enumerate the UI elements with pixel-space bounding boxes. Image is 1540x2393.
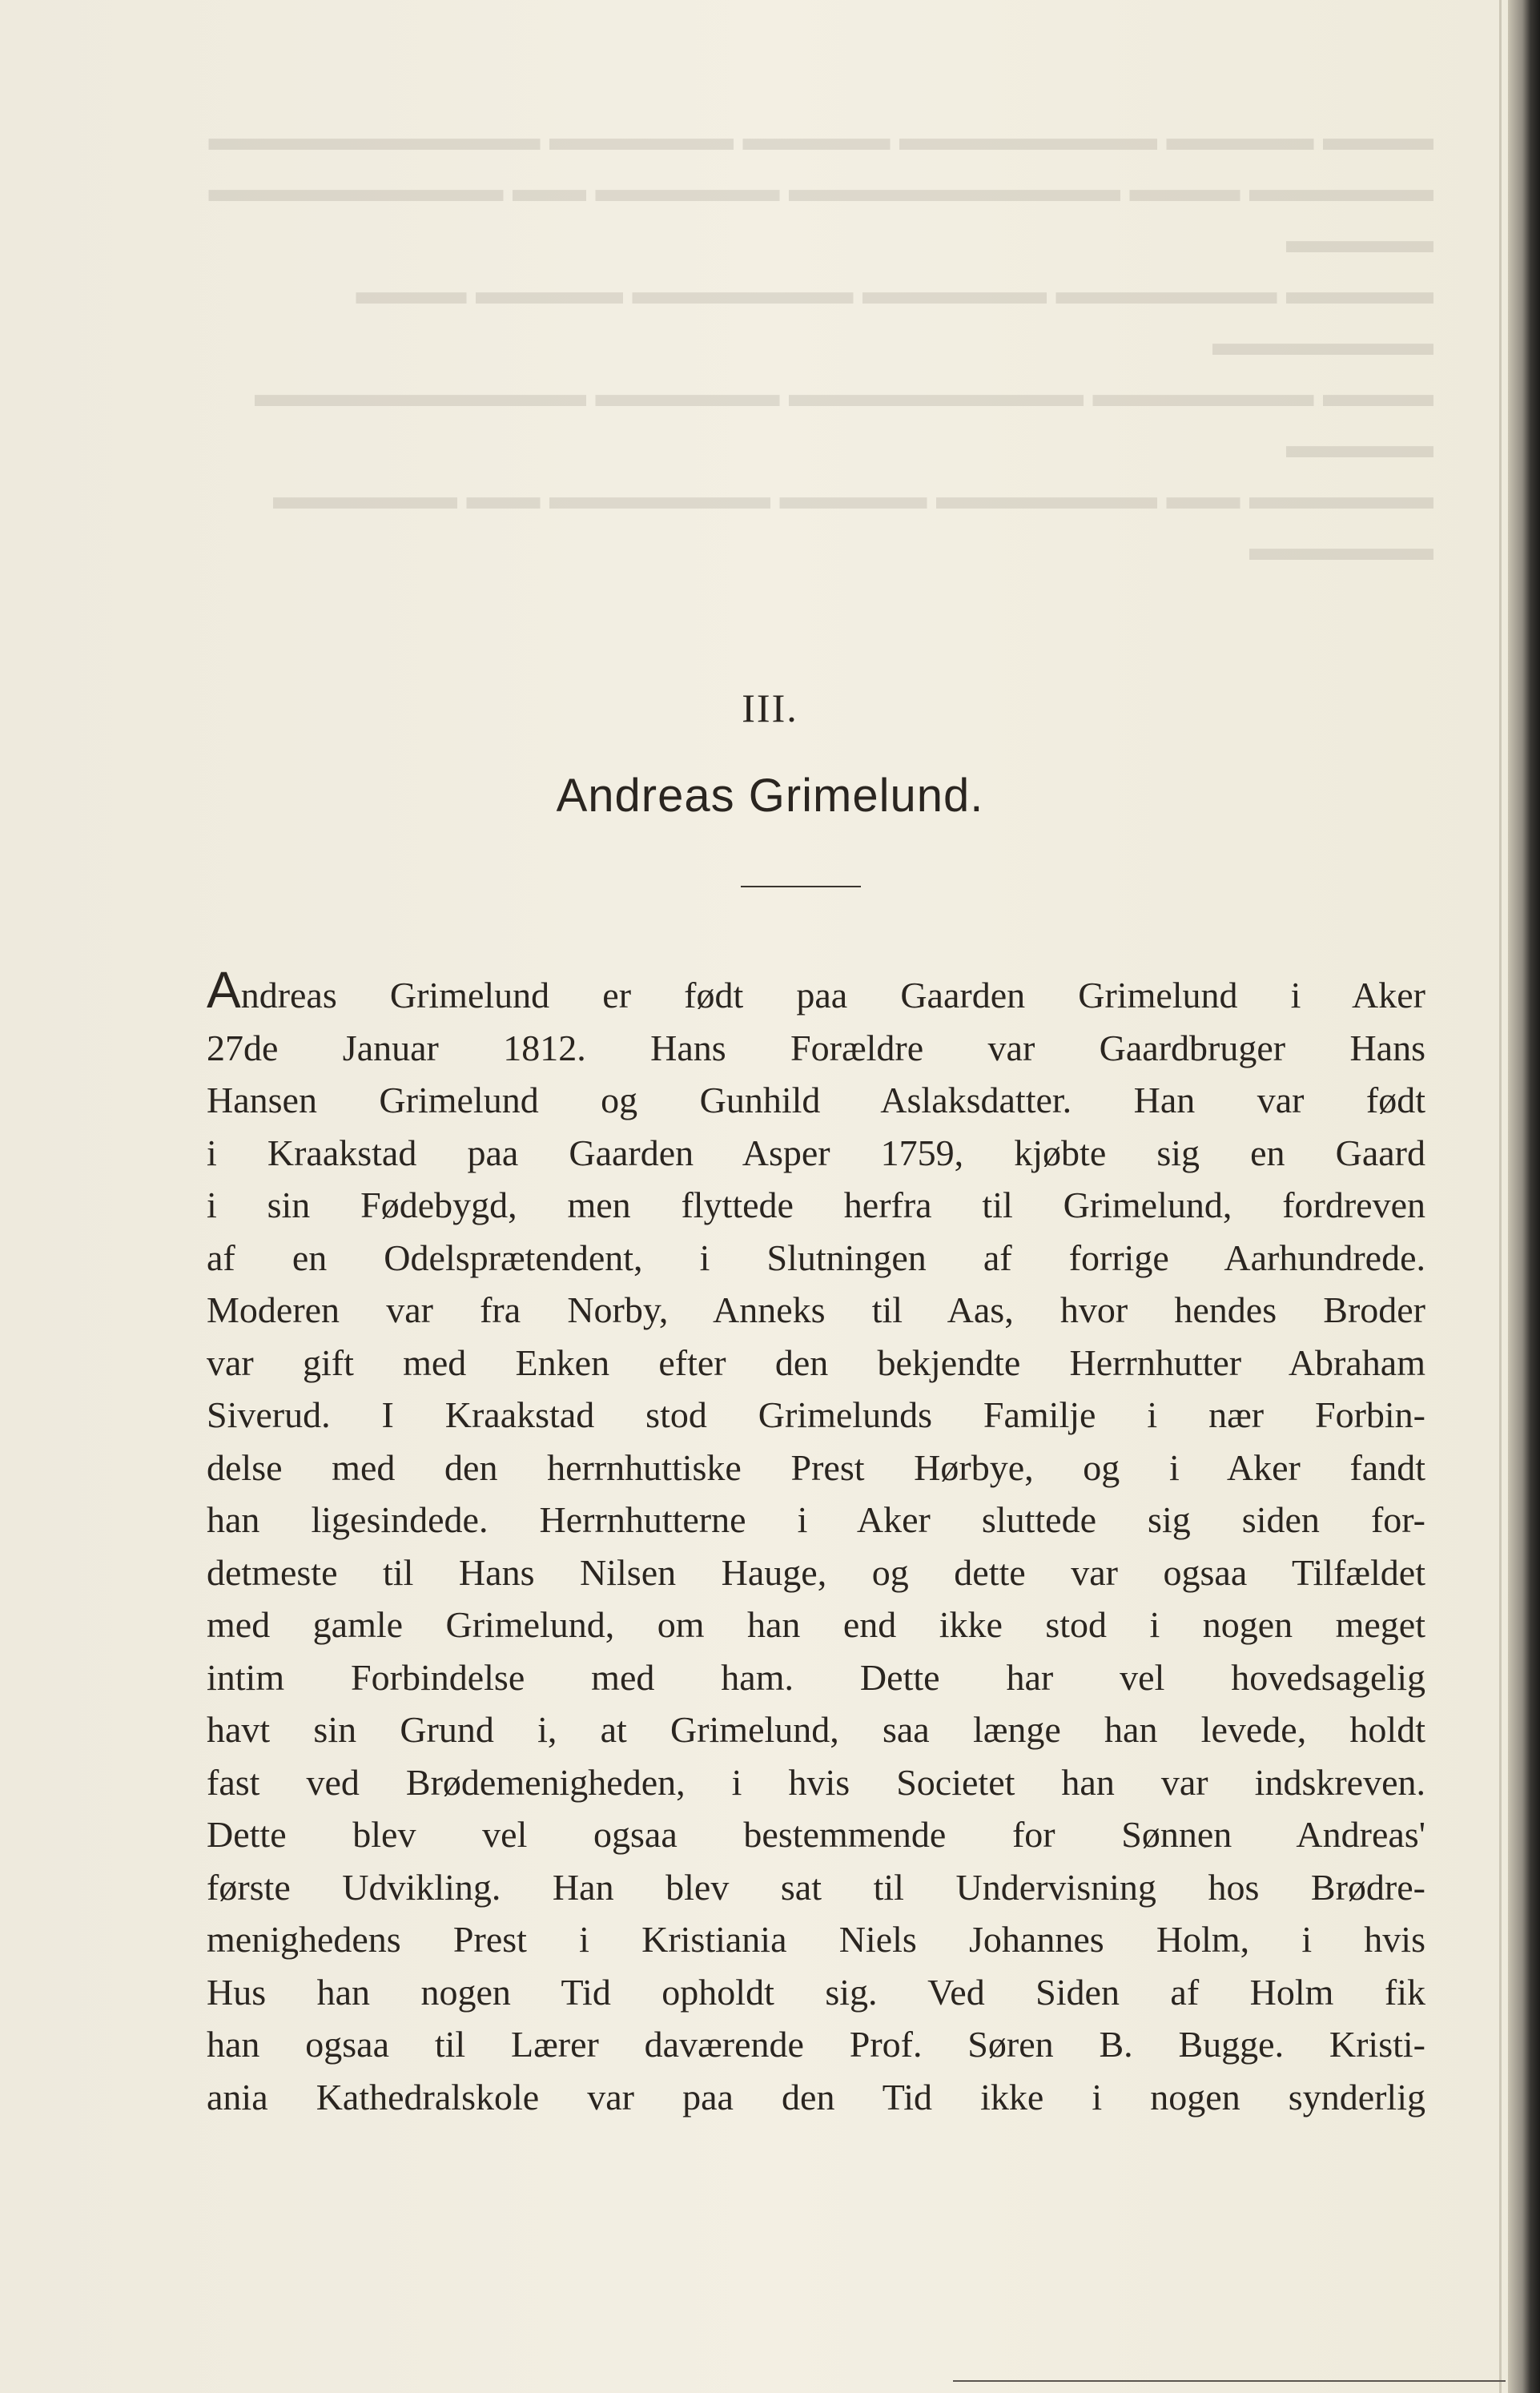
text-line: Moderen var fra Norby, Anneks til Aas, hvor hendes Broder: [207, 1289, 1425, 1330]
text-line: [207, 961, 1425, 1022]
text-line: i sin Fødebygd, men flyttede herfra til Grimelund, fordreven: [207, 1184, 1425, 1225]
text-line: Dette blev vel ogsaa bestemmende for Sønnen Andreas': [207, 1814, 1425, 1855]
text-line: første Udvikling. Han blev sat til Undervisning hos Brødre-: [207, 1866, 1425, 1908]
text-line: fast ved Brødemenigheden, i hvis Societet han var indskreven.: [207, 1761, 1425, 1803]
drop-cap: A: [207, 961, 241, 1019]
title-rule: [741, 886, 861, 887]
text-line: Hus han nogen Tid opholdt sig. Ved Siden af Holm fik: [207, 1971, 1425, 2013]
bottom-edge-mark: [953, 2380, 1506, 2382]
book-spine-edge: [1508, 0, 1540, 2393]
text-line: med gamle Grimelund, om han end ikke stod i nogen meget: [207, 1604, 1425, 1645]
text-line: i Kraakstad paa Gaarden Asper 1759, kjøbte sig en Gaard: [207, 1132, 1425, 1173]
text-line: 27de Januar 1812. Hans Forældre var Gaardbruger Hans: [207, 1027, 1425, 1068]
text-line: han ogsaa til Lærer daværende Prof. Søren B. Bugge. Kristi-: [207, 2024, 1425, 2065]
text-line: af en Odelsprætendent, i Slutningen af forrige Aarhundrede.: [207, 1237, 1425, 1278]
text-line: delse med den herrnhuttiske Prest Hørbye, og i Aker fandt: [207, 1446, 1425, 1488]
text-line: detmeste til Hans Nilsen Hauge, og dette var ogsaa Tilfældet: [207, 1551, 1425, 1593]
text-line: var gift med Enken efter den bekjendte Herrnhutter Abraham: [207, 1341, 1425, 1383]
text-line: havt sin Grund i, at Grimelund, saa længe han levede, holdt: [207, 1709, 1425, 1750]
bleed-through-texture: ▬▬▬ ▬▬▬▬ ▬▬▬▬▬▬▬ ▬▬▬▬ ▬▬▬▬▬ ▬▬▬▬▬▬▬▬▬ ▬▬▬▬▬ ▬▬▬ ▬▬▬▬▬▬▬▬▬ ▬▬▬▬▬ ▬▬ ▬▬▬▬▬▬▬▬ ▬▬▬▬ ▬▬▬▬ ▬▬▬▬▬▬ ▬▬▬▬▬ ▬▬▬▬▬▬ ▬▬▬▬ ▬▬▬ ▬▬▬▬▬▬ ▬▬▬ ▬▬▬▬▬▬ ▬▬▬▬▬▬▬▬ ▬▬▬▬▬ ▬▬▬▬▬▬▬▬▬ ▬▬▬▬ ▬▬▬▬▬ ▬▬ ▬▬▬▬▬▬ ▬▬▬▬ ▬▬▬▬▬▬ ▬▬ ▬▬▬▬▬ ▬▬▬▬▬: [208, 117, 1433, 561]
body-paragraph: [207, 961, 1425, 2123]
text-line: intim Forbindelse med ham. Dette har vel hovedsagelig: [207, 1656, 1425, 1698]
text-line-content: ndreas Grimelund er født paa Gaarden Grimelund i Aker: [240, 975, 1425, 1016]
text-line: Hansen Grimelund og Gunhild Aslaksdatter. Han var født: [207, 1080, 1425, 1120]
text-line: ania Kathedralskole var paa den Tid ikke i nogen synderlig: [207, 2076, 1425, 2118]
gutter-line: [1499, 0, 1502, 2393]
text-line: Siverud. I Kraakstad stod Grimelunds Familje i nær Forbin-: [207, 1394, 1425, 1435]
chapter-title: Andreas Grimelund.: [556, 770, 984, 822]
text-line: han ligesindede. Herrnhutterne i Aker sluttede sig siden for-: [207, 1499, 1425, 1540]
text-line: menighedens Prest i Kristiania Niels Johannes Holm, i hvis: [207, 1919, 1425, 1960]
chapter-number: III.: [742, 686, 798, 730]
